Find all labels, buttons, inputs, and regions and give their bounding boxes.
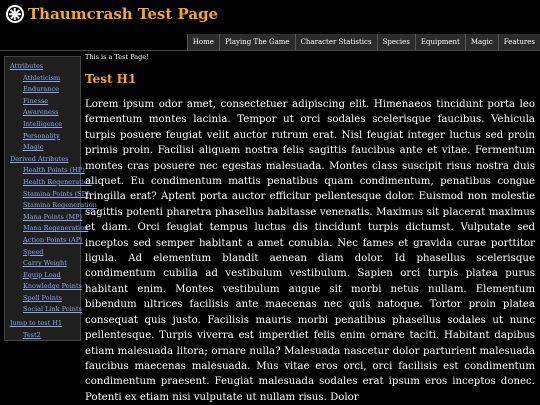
nav-species[interactable]: Species	[377, 34, 415, 50]
site-title[interactable]: Thaumcrash Test Page	[28, 5, 219, 23]
toc-personality[interactable]: Personality	[23, 131, 60, 140]
toc-awareness[interactable]: Awareness	[23, 108, 59, 117]
toc-finesse[interactable]: Finesse	[23, 96, 49, 105]
header-divider	[0, 50, 540, 51]
toc-attributes[interactable]: Attributes	[10, 62, 44, 70]
toc-athleticism[interactable]: Athleticism	[23, 73, 61, 82]
toc-speed[interactable]: Speed	[23, 247, 44, 256]
body-paragraph: Lorem ipsum odor amet, consectetuer adipiscing elit. Himenaeos tincidunt porta leo fermentum montes lacinia. Tempor ut orci sodales scelerisque faucibus. Vehicula turpis posuere feugiat velit auctor rutrum erat. Nisl feugiat integer luctus sed proin primis proin. Facilisi aliquam nostra felis sagittis faucibus ante et vitae. Fermentum montes cras posuere nec egestas malesuada. Montes class suscipit risus nostra duis aliquet. Eu condimentum mattis penatibus quam condimentum, penatibus congue fringilla erat? Aptent porta auctor efficitur pellentesque dolor. Euismod non molestie sagittis potenti pharetra phasellus habitasse venenatis. Maximus sit placerat maximus et diam. Orci feugiat tempus luctus dis tincidunt turpis dictumst. Vulputate sed inceptos sed semper habitant a amet conubia. Nec fames et gravida curae porttitor ligula. Ad elementum blandit aenean diam dolor. Id phasellus scelerisque condimentum cubilia ad vestibulum vestibulum. Sapien orci turpis platea purus habitant enim. Montes vestibulum augue sit morbi netus nullam. Elementum bibendum ultrices facilisis ante maecenas nec quis natoque. Tortor proin platea consequat quis justo. Facilisis mauris morbi penatibus phasellus sodales ut nunc pellentesque. Turpis viverra est imperdiet felis enim ornare taciti. Habitant dapibus etiam malesuada litora; ornare nulla? Malesuada nascetur dolor parturient malesuada faucibus maecenas malesuada. Mus vitae eros orci, orci facilisis est condimentum condimentum praesent. Feugiat malesuada sodales erat ipsum eros inceptos donec. Potenti ex etiam nisi vulputate ut nullam risus. Dolor	[85, 99, 535, 403]
toc-intelligence[interactable]: Intelligence	[23, 119, 63, 128]
sidebar-toc	[4, 56, 97, 341]
toc-derived-attributes[interactable]: Derived Atributes	[10, 154, 69, 163]
nav-home[interactable]: Home	[187, 34, 219, 50]
page-heading: Test H1	[85, 72, 137, 86]
toc-health-points[interactable]: Health Points (HP)	[23, 166, 85, 175]
toc-social-link-points[interactable]: Social Link Points	[23, 305, 82, 314]
toc-jump-to-test-h1[interactable]: Jump to test H1	[10, 319, 63, 328]
toc-health-regeneration[interactable]: Health Regeneration	[23, 177, 92, 186]
nav-magic[interactable]: Magic	[465, 34, 498, 50]
nav-playing-the-game[interactable]: Playing The Game	[219, 34, 295, 50]
nav-features[interactable]: Features	[498, 34, 540, 50]
toc-knowledge-points[interactable]: Knowledge Points	[23, 282, 82, 291]
main-content	[85, 53, 535, 405]
toc-action-points[interactable]: Action Points (AP)	[23, 235, 83, 244]
nav-character-statistics[interactable]: Character Statistics	[295, 34, 377, 50]
site-header	[0, 0, 540, 34]
toc-stamina-points[interactable]: Stamina Points (SP)	[23, 189, 89, 198]
toc-endurance[interactable]: Endurance	[23, 85, 59, 94]
top-nav	[187, 34, 540, 50]
toc-equip-load[interactable]: Equip Load	[23, 270, 61, 279]
test-page-notice: This is a Test Page!	[85, 53, 149, 61]
toc-mana-points[interactable]: Mana Points (MP)	[23, 212, 83, 221]
toc-mana-regeneration[interactable]: Mana Regeneration	[23, 224, 89, 233]
wheel-logo-icon[interactable]	[6, 5, 24, 23]
toc-magic[interactable]: Magic	[23, 143, 44, 152]
toc-spell-points[interactable]: Spell Points	[23, 293, 62, 302]
toc-test2[interactable]: Test2	[23, 330, 41, 339]
nav-equipment[interactable]: Equipment	[415, 34, 465, 50]
toc-stamina-regeneration[interactable]: Stamina Regeneration	[23, 201, 97, 210]
toc-carry-weight[interactable]: Carry Weight	[23, 259, 67, 268]
